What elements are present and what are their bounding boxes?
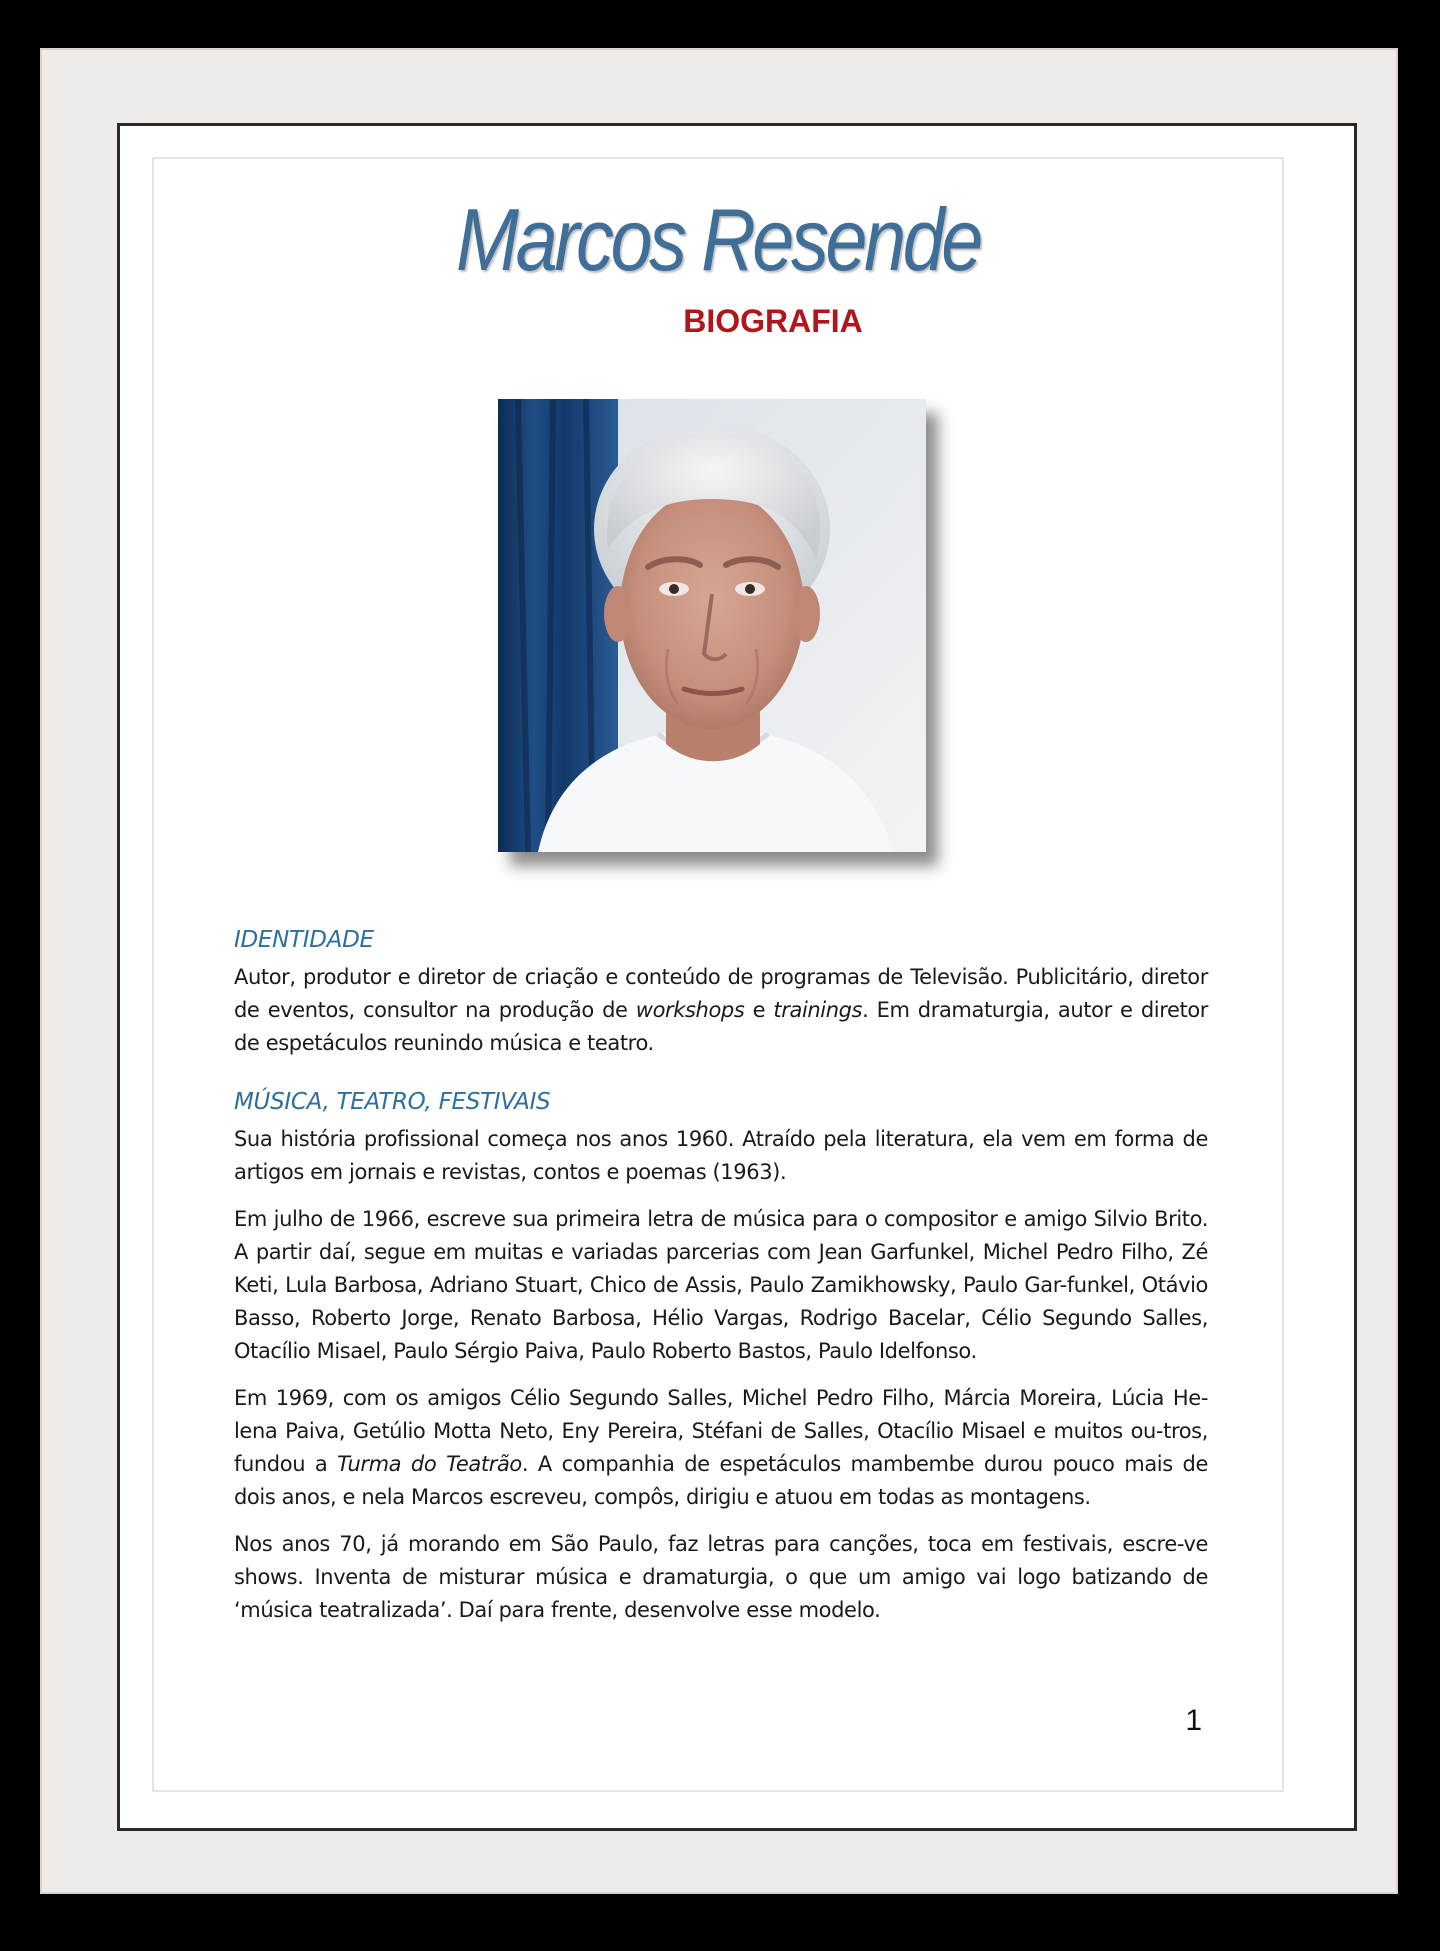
text-run: e bbox=[744, 998, 774, 1022]
biography-content bbox=[234, 924, 1208, 1641]
document-subtitle: BIOGRAFIA bbox=[683, 303, 863, 339]
text-run: . A companhia de espetáculos mambembe durou pouco mais de dois anos, e nela Marcos escreveu, compôs, dirigiu e atuou em todas as montagens. bbox=[234, 1452, 1208, 1509]
text-run-italic: Turma do Teatrão bbox=[337, 1452, 522, 1476]
section-title: MÚSICA, TEATRO, FESTIVAIS bbox=[234, 1089, 551, 1115]
paragraph bbox=[234, 1203, 1208, 1368]
paragraph bbox=[234, 1382, 1208, 1514]
paragraph bbox=[234, 961, 1208, 1060]
paragraph bbox=[234, 1528, 1208, 1627]
document-page bbox=[152, 157, 1284, 1792]
text-run: Sua história profissional começa nos anos 1960. Atraído pela literatura, ela vem em forma de artigos em jornais e revistas, contos e poemas (1963). bbox=[234, 1127, 1208, 1184]
section-musica-teatro-festivais bbox=[234, 1086, 1208, 1627]
author-name: Marcos Resende bbox=[456, 190, 980, 289]
paragraph bbox=[234, 1123, 1208, 1189]
text-run: Em 1969, com os amigos Célio Segundo Salles, Michel Pedro Filho, Márcia Moreira, Lúcia He-lena Paiva, Getúlio Motta Neto, Eny Pereira, Stéfani de Salles, Otacílio Misael e muitos ou-tros, fundou a bbox=[234, 1386, 1208, 1476]
text-run: Nos anos 70, já morando em São Paulo, faz letras para canções, toca em festivais, escre-ve shows. Inventa de misturar música e dramaturgia, o que um amigo vai logo batizando de ‘música teatralizada’. Daí para frente, desenvolve esse modelo. bbox=[234, 1532, 1208, 1622]
section-identidade bbox=[234, 924, 1208, 1060]
author-portrait bbox=[498, 399, 926, 852]
text-run: Em julho de 1966, escreve sua primeira letra de música para o compositor e amigo Silvio Brito. A partir daí, segue em muitas e variadas parcerias com Jean Garfunkel, Michel Pedro Filho, Zé Keti, Lula Barbosa, Adriano Stuart, Chico de Assis, Paulo Zamikhowsky, Paulo Gar-funkel, Otávio Basso, Roberto Jorge, Renato Barbosa, Hélio Vargas, Rodrigo Bacelar, Célio Segundo Salles, Otacílio Misael, Paulo Sérgio Paiva, Paulo Roberto Bastos, Paulo Idelfonso. bbox=[234, 1207, 1208, 1363]
text-run-italic: workshops bbox=[635, 998, 745, 1022]
section-title: IDENTIDADE bbox=[234, 927, 374, 953]
page-number: 1 bbox=[1185, 1704, 1202, 1737]
text-run: . Em dramaturgia, autor e diretor de espetáculos reunindo música e teatro. bbox=[234, 998, 1208, 1055]
text-run-italic: trainings bbox=[773, 998, 863, 1022]
text-run: Autor, produtor e diretor de criação e conteúdo de programas de Televisão. Publicitário, diretor de eventos, consultor na produção de bbox=[234, 965, 1208, 1022]
